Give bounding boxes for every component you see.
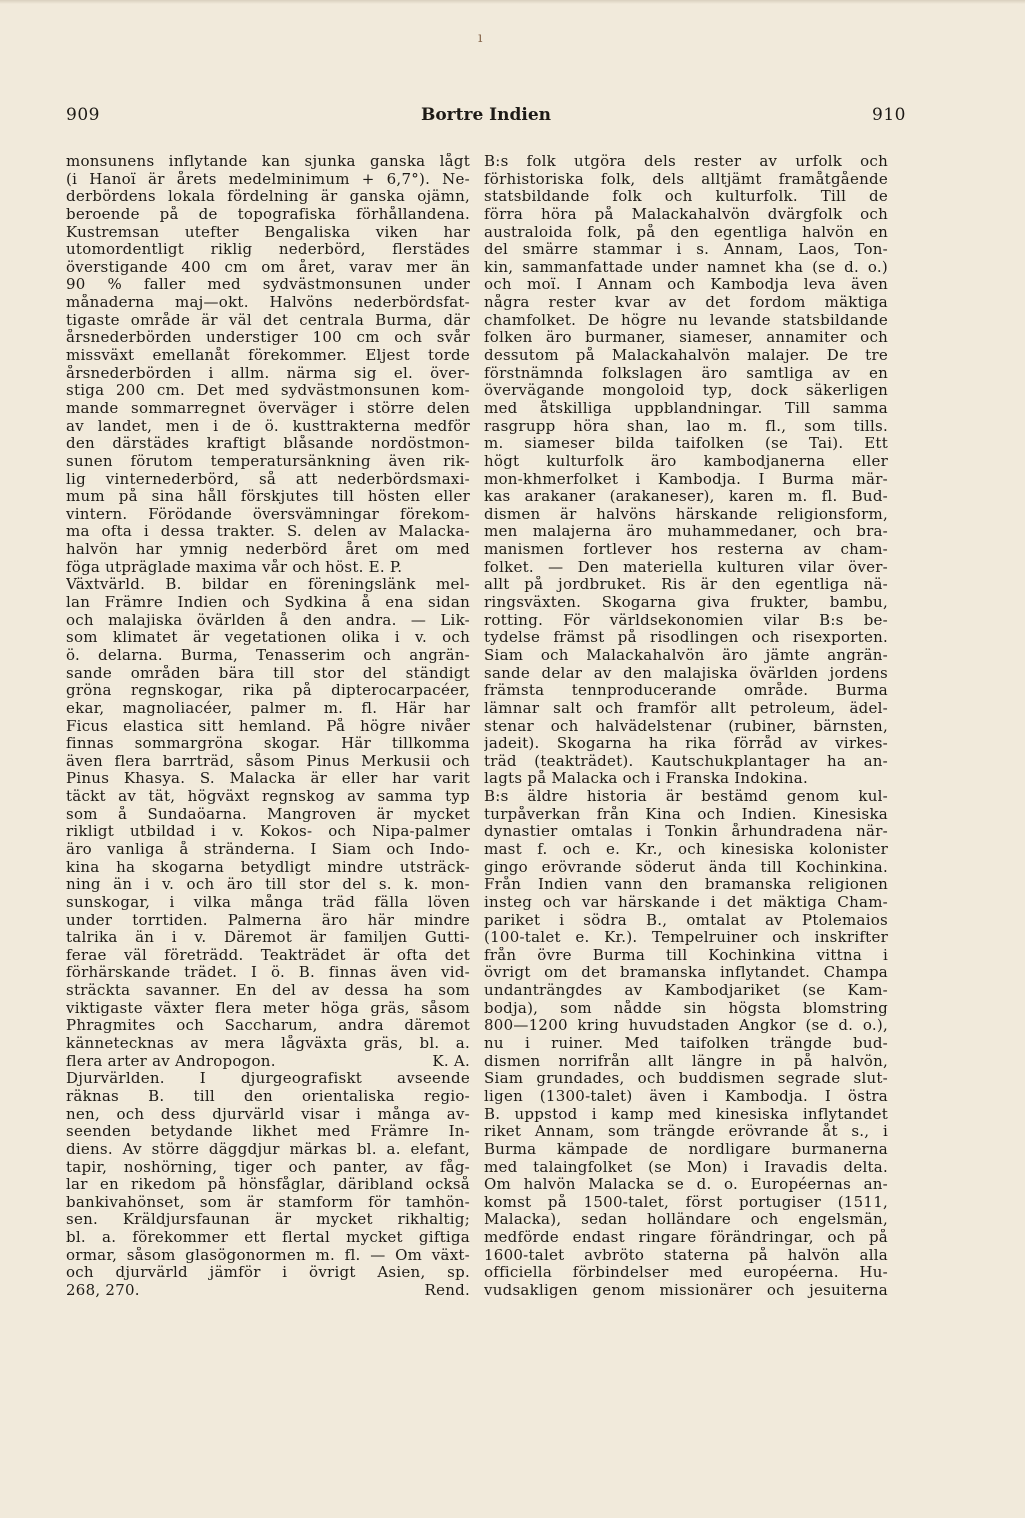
text-line: stenar och halvädelstenar (rubiner, bärnsten, [484,717,888,735]
text-line: chamfolket. De högre nu levande statsbildande [484,311,888,329]
text-line: finnas sommargröna skogar. Här tillkomma [66,735,470,753]
text-line: även flera barrträd, såsom Pinus Merkusii och [66,752,470,770]
text-line: gingo erövrande söderut ända till Kochinkina. [484,858,888,876]
text-line: sande områden bära till stor del ständigt [66,664,470,682]
text-line: äro vanliga å stränderna. I Siam och Indo- [66,840,470,858]
text-line: pariket i södra B., omtalat av Ptolemaios [484,911,888,929]
text-line: ning än i v. och äro till stor del s. k. mon- [66,876,470,894]
text-line: kin, sammanfattade under namnet kha (se d. o.) [484,258,888,276]
text-line: manismen fortlever hos resterna av cham- [484,541,888,559]
text-line: tigaste område är väl det centrala Burma, där [66,311,470,329]
author-signature: Rend. [424,1281,470,1299]
text-line: förstnämnda folkslagen äro samtliga av en [484,364,888,382]
text-line: Siam grundades, och buddismen segrade slut- [484,1070,888,1088]
text-line: från övre Burma till Kochinkina vittna i [484,946,888,964]
text-line: sande delar av den malajiska övärlden jordens [484,664,888,682]
text-line: men malajerna äro muhammedaner, och bra- [484,523,888,541]
text-line: lagts på Malacka och i Franska Indokina. [484,770,808,788]
text-line: Malacka), sedan holländare och engelsmän, [484,1211,888,1229]
text-line: 800—1200 kring huvudstaden Angkor (se d. o.), [484,1017,888,1035]
text-line: täckt av tät, högväxt regnskog av samma typ [66,788,470,806]
text-line: Phragmites och Saccharum, andra däremot [66,1017,470,1035]
text-line: 268, 270. [66,1281,140,1299]
text-line: mum på sina håll förskjutes till hösten eller [66,488,470,506]
text-line: derbördens lokala fördelning är ganska ojämn, [66,188,470,206]
text-line: bl. a. förekommer ett flertal mycket giftiga [66,1229,470,1247]
text-line: vudsakligen genom missionärer och jesuiterna [484,1282,888,1299]
text-line: beroende på de topografiska förhållandena. [66,205,470,223]
text-line: Kustremsan utefter Bengaliska viken har [66,223,470,241]
left-column [66,153,470,1300]
text-line: insteg och var härskande i det mäktiga Cham- [484,893,888,911]
text-line: ormar, såsom glasögonormen m. fl. — Om växt- [66,1246,470,1264]
text-line: under torrtiden. Palmerna äro här mindre [66,911,470,929]
text-line: med talaingfolket (se Mon) i Iravadis delta. [484,1158,888,1176]
text-line: jadeit). Skogarna ha rika förråd av virkes- [484,735,888,753]
text-line: seenden betydande likhet med Främre In- [66,1123,470,1141]
text-line: dynastier omtalas i Tonkin århundradena när- [484,823,888,841]
left-page-number: 909 [66,105,100,125]
text-line: halvön har ymnig nederbörd året om med [66,541,470,559]
text-line: främsta tennproducerande område. Burma [484,682,888,700]
page-top-edge [0,0,1025,4]
text-line: Pinus Khasya. S. Malacka är eller har varit [66,770,470,788]
text-line: missväxt emellanåt förekommer. Eljest torde [66,347,470,365]
text-line: B:s äldre historia är bestämd genom kul- [484,788,888,806]
text-line: Från Indien vann den bramanska religionen [484,876,888,894]
text-line: tapir, noshörning, tiger och panter, av fåg- [66,1158,470,1176]
text-line: räknas B. till den orientaliska regio- [66,1087,470,1105]
text-line: ekar, magnoliacéer, palmer m. fl. Här har [66,699,470,717]
signature-line [66,1053,470,1071]
text-line: föga utpräglade maxima vår och höst. E. P. [66,558,403,576]
text-line: mande sommarregnet överväger i större delen [66,399,470,417]
text-line: B:s folk utgöra dels rester av urfolk och [484,153,888,170]
text-line: riket Annam, som trängde erövrande åt s., i [484,1123,888,1141]
text-line: som å Sundaöarna. Mangroven är mycket [66,805,470,823]
text-line: B. uppstod i kamp med kinesiska inflytandet [484,1105,888,1123]
text-line: gröna regnskogar, rika på dipterocarpacéer, [66,682,470,700]
text-line: några rester kvar av det fordom mäktiga [484,294,888,312]
text-line: australoida folk, på den egentliga halvön en [484,223,888,241]
text-line: rotting. För världsekonomien vilar B:s be- [484,611,888,629]
text-line: folket. — Den materiella kulturen vilar över- [484,558,888,576]
text-line: lan Främre Indien och Sydkina å ena sidan [66,594,470,612]
text-line: mast f. och e. Kr., och kinesiska kolonister [484,840,888,858]
text-line: och djurvärld jämför i övrigt Asien, sp. [66,1264,470,1282]
text-line: utomordentligt riklig nederbörd, flerstädes [66,241,470,259]
text-line: (i Hanoï är årets medelminimum + 6,7°). Ne- [66,170,470,188]
text-line: 1600-talet avbröto staterna på halvön alla [484,1246,888,1264]
text-line: lämnar salt och framför allt petroleum, ädel- [484,699,888,717]
right-page-number: 910 [872,105,906,125]
text-line: Siam och Malackahalvön äro jämte angrän- [484,646,888,664]
text-line: bankivahönset, som är stamform för tamhön- [66,1193,470,1211]
text-line: ligen (1300-talet) även i Kambodja. I östra [484,1087,888,1105]
text-line: dessutom på Malackahalvön malajer. De tre [484,347,888,365]
text-line: kina ha skogarna betydligt mindre utsträck- [66,858,470,876]
text-line: månaderna maj—okt. Halvöns nederbördsfat- [66,294,470,312]
text-line: Djurvärlden. I djurgeografiskt avseende [66,1070,470,1088]
text-line: nen, och dess djurvärld visar i många av- [66,1105,470,1123]
text-line: överstigande 400 cm om året, varav mer än [66,258,470,276]
text-line: tydelse främst på risodlingen och risexporten. [484,629,888,647]
text-line: rasgrupp höra shan, lao m. fl., som tills. [484,417,888,435]
text-line: Burma kämpade de nordligare burmanerna [484,1140,888,1158]
text-line: lar en rikedom på hönsfåglar, däribland också [66,1176,470,1194]
text-line: förhistoriska folk, dels alltjämt framåtgående [484,170,888,188]
text-line: del smärre stammar i s. Annam, Laos, Ton- [484,241,888,259]
text-line: förhärskande trädet. I ö. B. finnas även vid- [66,964,470,982]
text-line: övrigt om det bramanska inflytandet. Champa [484,964,888,982]
text-line: och moï. I Annam och Kambodja leva även [484,276,888,294]
text-line: den därstädes kraftigt blåsande nordöstmon- [66,435,470,453]
text-line: ö. delarna. Burma, Tenasserim och angrän- [66,646,470,664]
text-line: av landet, men i de ö. kusttrakterna medför [66,417,470,435]
text-line: kännetecknas av mera lågväxta gräs, bl. a. [66,1035,470,1053]
text-line: ferae väl företrädd. Teakträdet är ofta det [66,946,470,964]
text-line: sträckta savanner. En del av dessa ha som [66,982,470,1000]
text-line: årsnederbörden understiger 100 cm och svår [66,329,470,347]
text-line: 90 % faller med sydvästmonsunen under [66,276,470,294]
text-line: och malajiska övärlden å den andra. — Lik- [66,611,470,629]
text-line: viktigaste växter flera meter höga gräs, såsom [66,999,470,1017]
text-line: årsnederbörden i allm. närma sig el. över- [66,364,470,382]
text-line: statsbildande folk och kulturfolk. Till de [484,188,888,206]
text-line: dismen är halvöns härskande religionsform, [484,505,888,523]
text-line: sunen förutom temperatursänkning även rik- [66,452,470,470]
text-line: kas arakaner (arakaneser), karen m. fl. Bud- [484,488,888,506]
text-line: högt kulturfolk äro kambodjanerna eller [484,452,888,470]
text-line: rikligt utbildad i v. Kokos- och Nipa-palmer [66,823,470,841]
text-line: stiga 200 cm. Det med sydvästmonsunen kom- [66,382,470,400]
text-line: sunskogar, i vilka många träd fälla löven [66,893,470,911]
ink-mark: ı [478,30,483,46]
text-line: nu i ruiner. Med taifolken trängde bud- [484,1035,888,1053]
text-line: allt på jordbruket. Ris är den egentliga nä- [484,576,888,594]
running-title: Bortre Indien [420,105,552,125]
text-line: officiella förbindelser med européerna. Hu- [484,1264,888,1282]
text-line: medförde endast ringare förändringar, och på [484,1229,888,1247]
text-line: med åtskilliga uppblandningar. Till samma [484,399,888,417]
text-line: som klimatet är vegetationen olika i v. och [66,629,470,647]
text-line: lig vinternederbörd, så att nederbördsmaxi- [66,470,470,488]
text-line: Om halvön Malacka se d. o. Européernas an- [484,1176,888,1194]
text-line: mon-khmerfolket i Kambodja. I Burma mär- [484,470,888,488]
text-line: Växtvärld. B. bildar en föreningslänk mel- [66,576,470,594]
text-line: träd (teakträdet). Kautschukplantager ha an- [484,752,888,770]
text-line: undanträngdes av Kambodjariket (se Kam- [484,982,888,1000]
text-line: sen. Kräldjursfaunan är mycket rikhaltig; [66,1211,470,1229]
page-header [66,105,906,133]
text-line: diens. Av större däggdjur märkas bl. a. elefant, [66,1140,470,1158]
signature-line [66,1282,470,1300]
text-line: komst på 1500-talet, först portugiser (1511, [484,1193,888,1211]
text-line: vintern. Förödande översvämningar förekom- [66,505,470,523]
text-line: övervägande mongoloid typ, dock säkerligen [484,382,888,400]
right-column [484,153,888,1300]
text-line: flera arter av Andropogon. [66,1051,276,1070]
author-signature: K. A. [432,1051,470,1070]
text-line: bodja), som nådde sin högsta blomstring [484,999,888,1017]
text-line: ma ofta i dessa trakter. S. delen av Malacka- [66,523,470,541]
text-line: monsunens inflytande kan sjunka ganska lågt [66,153,470,170]
text-line: förra höra på Malackahalvön dvärgfolk och [484,205,888,223]
text-line: talrika än i v. Däremot är familjen Gutti- [66,929,470,947]
text-line: folken äro burmaner, siameser, annamiter och [484,329,888,347]
text-line: dismen norrifrån allt längre in på halvön, [484,1052,888,1070]
text-line: ringsväxten. Skogarna giva frukter, bambu, [484,594,888,612]
text-line: m. siameser bilda taifolken (se Tai). Ett [484,435,888,453]
text-line: turpåverkan från Kina och Indien. Kinesiska [484,805,888,823]
text-line: (100-talet e. Kr.). Tempelruiner och inskrifter [484,929,888,947]
text-line: Ficus elastica sitt hemland. På högre nivåer [66,717,470,735]
